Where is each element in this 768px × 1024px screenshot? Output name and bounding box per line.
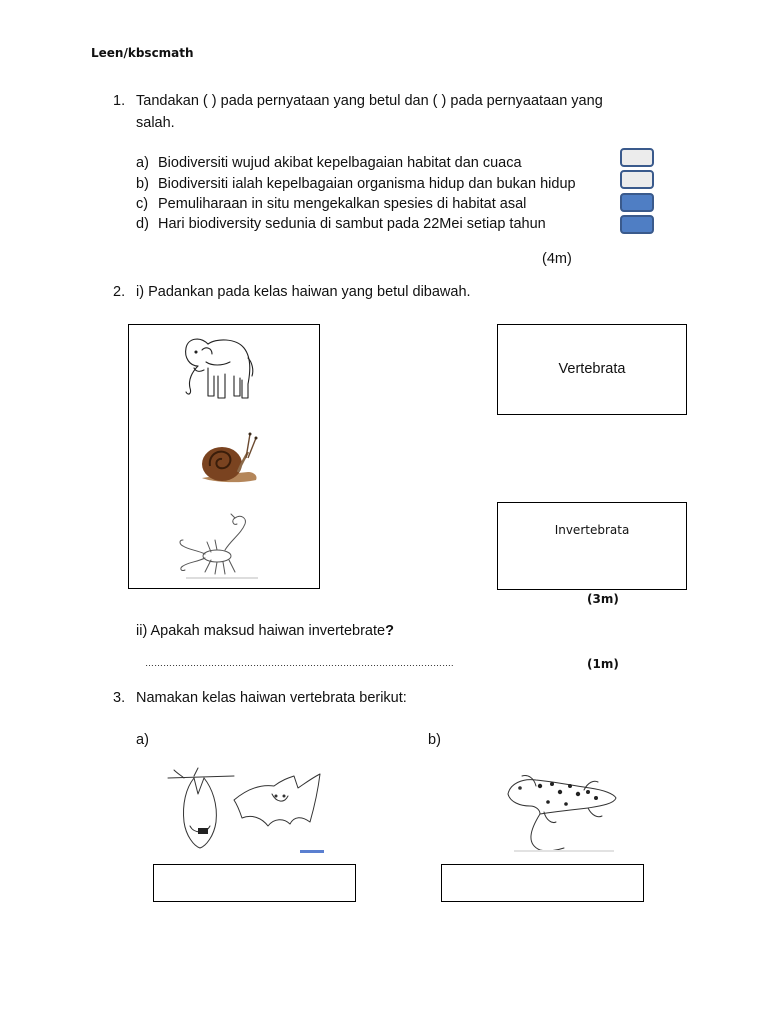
class-label-vertebrata: Vertebrata <box>558 361 626 377</box>
q3-b-answer-box[interactable] <box>441 864 644 902</box>
q1-answer-box-a[interactable] <box>620 148 654 167</box>
q1-item-c-letter: c) <box>136 196 149 212</box>
answer-line[interactable]: …………………………………………………………………………………………. <box>145 658 454 668</box>
q1-item-d-text: Hari biodiversity sedunia di sambut pada 22Mei setiap tahun <box>158 216 546 232</box>
q1-item-b-text: Biodiversiti ialah kepelbagaian organisma hidup dan bukan hidup <box>158 176 576 192</box>
q1-item-a-letter: a) <box>136 155 149 171</box>
elephant-icon <box>178 332 258 404</box>
bat-icon <box>164 764 330 858</box>
q2-marks-ii: (1m) <box>587 657 619 671</box>
q2-marks-i: (3m) <box>587 592 619 606</box>
class-label-invertebrata: Invertebrata <box>554 523 630 537</box>
q1-line1: Tandakan ( ) pada pernyataan yang betul dan ( ) pada pernyaataan yang <box>136 93 603 109</box>
q2-title: i) Padankan pada kelas haiwan yang betul dibawah. <box>136 284 471 300</box>
snail-icon <box>198 428 264 488</box>
q2-number: 2. <box>113 284 126 300</box>
q1-answer-box-c[interactable] <box>620 193 654 212</box>
q3-number: 3. <box>113 690 126 706</box>
q3-title: Namakan kelas haiwan vertebrata berikut: <box>136 690 407 706</box>
q2-sub2-label: ii) Apakah maksud haiwan invertebrate? <box>136 623 394 639</box>
q1-line2: salah. <box>136 115 175 131</box>
class-box-invertebrata[interactable] <box>497 502 687 590</box>
header-label: Leen/kbscmath <box>91 46 194 60</box>
scorpion-icon <box>175 510 265 582</box>
q1-item-d-letter: d) <box>136 216 149 232</box>
q1-number: 1. <box>113 93 126 109</box>
q1-answer-box-d[interactable] <box>620 215 654 234</box>
q3-b-label: b) <box>428 732 441 748</box>
q1-item-b-letter: b) <box>136 176 149 192</box>
q3-a-label: a) <box>136 732 149 748</box>
q1-answer-box-b[interactable] <box>620 170 654 189</box>
q1-item-c-text: Pemuliharaan in situ mengekalkan spesies di habitat asal <box>158 196 527 212</box>
salamander-icon <box>500 764 630 856</box>
q3-a-answer-box[interactable] <box>153 864 356 902</box>
q1-marks: (4m) <box>542 251 572 267</box>
image-credit-line <box>186 577 258 579</box>
q1-item-a-text: Biodiversiti wujud akibat kepelbagaian habitat dan cuaca <box>158 155 522 171</box>
